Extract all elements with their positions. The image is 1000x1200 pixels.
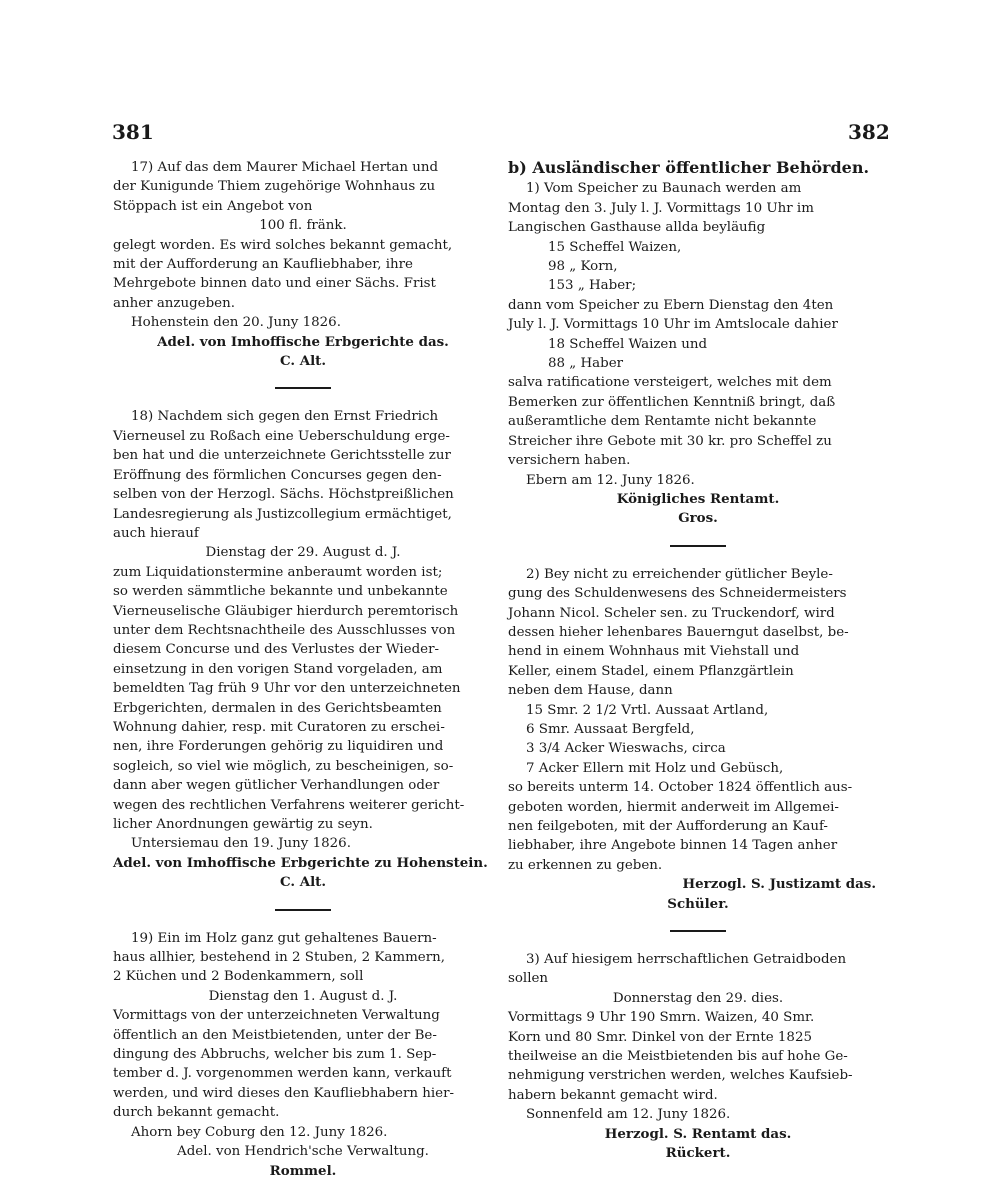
notice-19-intro	[113, 929, 493, 987]
section-heading: b) Ausländischer öffentlicher Behörden.	[508, 158, 870, 177]
text-line: werden, und wird dieses den Kaufliebhabern hier-	[113, 1085, 455, 1101]
page-number-left: 381	[112, 120, 154, 144]
text-line: Johann Nicol. Scheler sen. zu Truckendorf, wird	[508, 605, 835, 621]
text-line: dingung des Abbruchs, welcher bis zum 1. Sep-	[113, 1047, 437, 1063]
text-line: Vierneusel zu Roßach eine Ueberschuldung erge-	[113, 428, 450, 444]
notice-r3-intro	[508, 950, 888, 989]
text-line: liebhaber, ihre Angebote binnen 14 Tagen anher	[508, 838, 838, 854]
notice-r2	[508, 565, 888, 914]
text-line: anher anzugeben.	[113, 295, 235, 311]
notice-r3-name: Rückert.	[665, 1145, 731, 1162]
text-line: durch bekannt gemacht.	[113, 1105, 280, 1121]
text-line: Keller, einem Stadel, einem Pflanzgärtlein	[508, 663, 794, 679]
text-line: diesem Concurse und des Verlustes der Wieder-	[113, 642, 440, 658]
notice-r1-intro	[508, 179, 888, 237]
notice-r1	[508, 179, 888, 528]
text-line: Erbgerichten, dermalen in des Gerichtsbeamten	[113, 700, 442, 716]
text-line: nen feilgeboten, mit der Aufforderung an Kauf-	[508, 819, 828, 834]
text-line: Eröffnung des förmlichen Concurses gegen den-	[113, 467, 442, 483]
text-line: so werden sämmtliche bekannte und unbekannte	[113, 584, 448, 600]
text-line: salva ratificatione versteigert, welches mit dem	[508, 375, 832, 391]
text-line: 7 Acker Ellern mit Holz und Gebüsch,	[526, 760, 784, 776]
notice-r1-mid	[508, 296, 888, 335]
notice-r2-name: Schüler.	[667, 895, 729, 912]
text-line: selben von der Herzogl. Sächs. Höchstpreißlichen	[113, 487, 454, 503]
notice-r3-signer: Herzogl. S. Rentamt das.	[604, 1125, 792, 1142]
notice-17-intro	[113, 158, 493, 216]
section-divider	[670, 545, 726, 547]
notice-18-signer: Adel. von Imhoffische Erbgerichte zu Hohenstein.	[113, 854, 488, 871]
text-line: 19) Ein im Holz ganz gut gehaltenes Bauern-	[131, 930, 437, 946]
text-line: Vormittags von der unterzeichneten Verwaltung	[113, 1008, 440, 1024]
notice-18	[113, 407, 493, 892]
text-line: 2) Bey nicht zu erreichender gütlicher Beyle-	[526, 566, 833, 582]
text-line: 18) Nachdem sich gegen den Ernst Friedrich	[131, 409, 439, 425]
notice-18-termin: Dienstag der 29. August d. J.	[205, 545, 401, 561]
text-line: öffentlich an den Meistbietenden, unter der Be-	[113, 1027, 437, 1043]
text-line: 1) Vom Speicher zu Baunach werden am	[526, 181, 802, 197]
notice-17-name: C. Alt.	[279, 353, 327, 370]
text-line: mit der Aufforderung an Kaufliebhaber, ihre	[113, 257, 413, 273]
text-line: der Kunigunde Thiem zugehörige Wohnhaus zu	[113, 179, 436, 195]
left-column	[113, 158, 493, 1181]
text-line: 18 Scheffel Waizen und	[548, 336, 708, 352]
notice-18-date: Untersiemau den 19. Juny 1826.	[131, 836, 351, 852]
text-line: nehmigung verstrichen werden, welches Kaufsieb-	[508, 1068, 853, 1084]
notice-19-body	[113, 1006, 493, 1122]
text-line: Montag den 3. July l. J. Vormittags 10 Uhr im	[508, 200, 814, 216]
right-column	[508, 158, 888, 1164]
notice-r3	[508, 950, 888, 1163]
text-line: Langischen Gasthause allda beyläufig	[508, 220, 766, 236]
notice-r1-body	[508, 373, 888, 470]
notice-r2-body	[508, 778, 888, 875]
text-line: auch hierauf	[113, 525, 199, 541]
text-line: dann aber wegen gütlicher Verhandlungen oder	[113, 778, 440, 794]
text-line: 98 „ Korn,	[548, 259, 618, 275]
text-line: Vormittags 9 Uhr 190 Smrn. Waizen, 40 Smr.	[508, 1010, 815, 1026]
notice-18-intro	[113, 407, 493, 543]
text-line: 88 „ Haber	[548, 356, 624, 372]
notice-r2-signer: Herzogl. S. Justizamt das.	[682, 876, 876, 893]
notice-r2-intro	[508, 565, 888, 701]
notice-r1-date: Ebern am 12. Juny 1826.	[526, 472, 695, 488]
text-line: bemeldten Tag früh 9 Uhr vor den unterzeichneten	[113, 681, 461, 697]
text-line: so bereits unterm 14. October 1824 öffentlich aus-	[508, 780, 853, 796]
page-number-right: 382	[848, 120, 890, 144]
notice-r3-termin: Donnerstag den 29. dies.	[612, 990, 784, 1006]
notice-17	[113, 158, 493, 371]
text-line: Korn und 80 Smr. Dinkel von der Ernte 1825	[508, 1029, 812, 1045]
text-line: Wohnung dahier, resp. mit Curatoren zu erschei-	[113, 719, 445, 735]
text-line: sogleich, so viel wie möglich, zu bescheinigen, so-	[113, 758, 454, 774]
notice-17-body	[113, 236, 493, 314]
notice-17-date: Hohenstein den 20. Juny 1826.	[131, 315, 341, 331]
text-line: 15 Smr. 2 1/2 Vrtl. Aussaat Artland,	[526, 702, 769, 718]
text-line: versichern haben.	[508, 453, 631, 469]
text-line: Streicher ihre Gebote mit 30 kr. pro Scheffel zu	[508, 433, 832, 449]
text-line: sollen	[508, 971, 549, 987]
text-line: 17) Auf das dem Maurer Michael Hertan und	[131, 160, 439, 175]
notice-r3-date: Sonnenfeld am 12. Juny 1826.	[526, 1107, 731, 1123]
notice-r1-signer: Königliches Rentamt.	[616, 490, 780, 507]
text-line: Bemerken zur öffentlichen Kenntniß bringt, daß	[508, 394, 836, 410]
text-line: einsetzung in den vorigen Stand vorgeladen, am	[113, 661, 443, 677]
notice-r1-items2	[508, 335, 888, 374]
notice-19-date: Ahorn bey Coburg den 12. Juny 1826.	[131, 1124, 388, 1140]
notice-17-amount: 100 fl. fränk.	[259, 218, 347, 234]
text-line: dessen hieher lehenbares Bauerngut daselbst, be-	[508, 624, 849, 640]
text-line: theilweise an die Meistbietenden bis auf hohe Ge-	[508, 1049, 848, 1065]
text-line: neben dem Hause, dann	[508, 683, 673, 699]
text-line: nen, ihre Forderungen gehörig zu liquidiren und	[113, 739, 444, 755]
notice-19-name: Rommel.	[269, 1162, 337, 1179]
text-line: haus allhier, bestehend in 2 Stuben, 2 Kammern,	[113, 950, 445, 966]
notice-18-name: C. Alt.	[279, 874, 327, 891]
section-divider	[670, 930, 726, 932]
notice-19-signer: Adel. von Hendrich'sche Verwaltung.	[177, 1144, 429, 1160]
notice-r2-items	[508, 701, 888, 779]
notice-18-body	[113, 563, 493, 835]
notice-19-termin: Dienstag den 1. August d. J.	[208, 988, 398, 1004]
text-line: tember d. J. vorgenommen werden kann, verkauft	[113, 1066, 452, 1082]
text-line: dann vom Speicher zu Ebern Dienstag den 4ten	[508, 297, 834, 313]
text-line: licher Anordnungen gewärtig zu seyn.	[113, 817, 373, 832]
text-line: 3) Auf hiesigem herrschaftlichen Getraidboden	[526, 952, 847, 968]
text-line: geboten worden, hiermit anderweit im Allgemei-	[508, 799, 839, 815]
section-divider	[275, 909, 331, 911]
text-line: unter dem Rechtsnachtheile des Ausschlusses von	[113, 622, 456, 638]
text-line: 6 Smr. Aussaat Bergfeld,	[526, 721, 695, 737]
notice-r1-items	[508, 238, 888, 296]
notice-19	[113, 929, 493, 1181]
text-line: gelegt worden. Es wird solches bekannt gemacht,	[113, 237, 453, 253]
text-line: Vierneuselische Gläubiger hierdurch peremtorisch	[113, 603, 459, 619]
text-line: Mehrgebote binnen dato und einer Sächs. Frist	[113, 276, 436, 292]
section-divider	[275, 387, 331, 389]
text-line: July l. J. Vormittags 10 Uhr im Amtslocale dahier	[508, 317, 838, 333]
text-line: Landesregierung als Justizcollegium ermächtiget,	[113, 506, 452, 522]
text-line: außeramtliche dem Rentamte nicht bekannte	[508, 414, 817, 430]
text-line: 2 Küchen und 2 Bodenkammern, soll	[113, 969, 364, 985]
text-line: 15 Scheffel Waizen,	[548, 239, 682, 255]
notice-17-signer: Adel. von Imhoffische Erbgerichte das.	[157, 333, 449, 350]
text-line: zum Liquidationstermine anberaumt worden ist;	[113, 564, 443, 580]
text-line: 153 „ Haber;	[548, 278, 637, 294]
notice-r3-body	[508, 1008, 888, 1105]
text-line: habern bekannt gemacht wird.	[508, 1087, 718, 1103]
text-line: Stöppach ist ein Angebot von	[113, 198, 313, 214]
text-line: ben hat und die unterzeichnete Gerichtsstelle zur	[113, 448, 451, 464]
text-line: hend in einem Wohnhaus mit Viehstall und	[508, 644, 800, 660]
text-line: wegen des rechtlichen Verfahrens weiterer gericht-	[113, 797, 465, 813]
text-line: 3 3/4 Acker Wieswachs, circa	[526, 741, 726, 757]
text-line: zu erkennen zu geben.	[508, 857, 663, 873]
notice-r1-name: Gros.	[678, 510, 718, 527]
text-line: gung des Schuldenwesens des Schneidermeisters	[508, 586, 847, 602]
